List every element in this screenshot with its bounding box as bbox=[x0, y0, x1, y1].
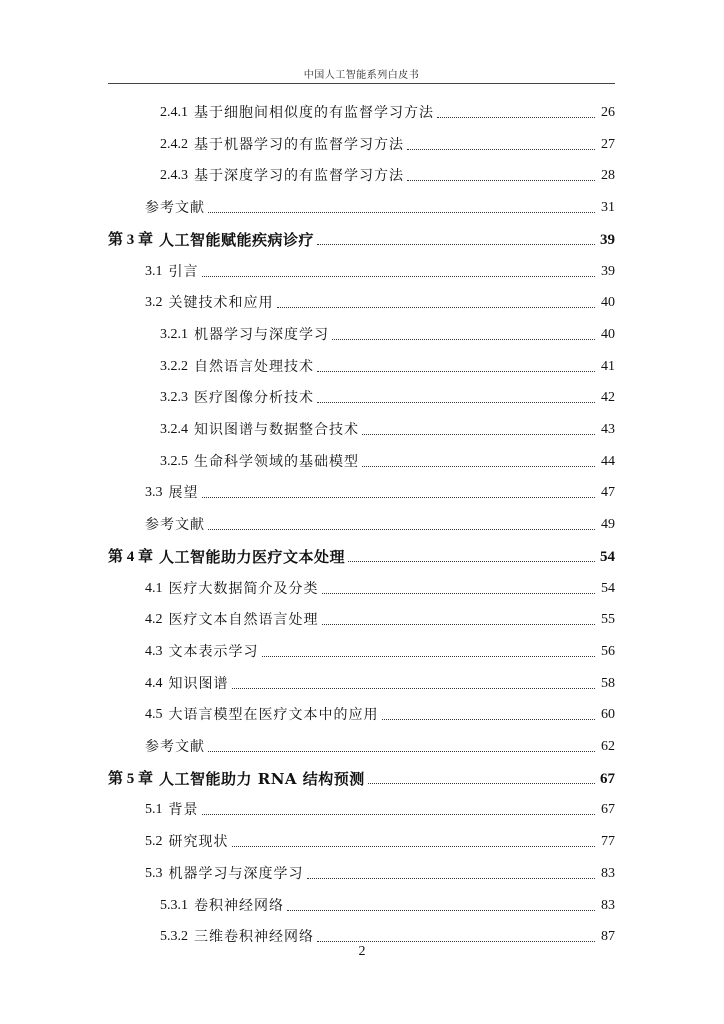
dot-leader bbox=[407, 180, 595, 181]
toc-entry-page: 49 bbox=[601, 517, 615, 533]
toc-entry[interactable] bbox=[160, 924, 615, 946]
dot-leader bbox=[277, 307, 596, 308]
dot-leader bbox=[332, 339, 595, 340]
toc-entry[interactable] bbox=[160, 132, 615, 154]
dot-leader bbox=[202, 497, 596, 498]
dot-leader bbox=[407, 149, 595, 150]
toc-entry-number: 4.1 bbox=[145, 580, 163, 596]
toc-entry[interactable] bbox=[145, 259, 615, 281]
toc-entry-number: 3.3 bbox=[145, 485, 163, 501]
dot-leader bbox=[362, 434, 595, 435]
toc-entry[interactable] bbox=[160, 893, 615, 915]
toc-entry-number: 5.1 bbox=[145, 802, 163, 818]
toc-entry-page: 54 bbox=[600, 548, 615, 565]
toc-entry-title: 引言 bbox=[168, 263, 199, 280]
toc-entry-title: 机器学习与深度学习 bbox=[168, 865, 304, 882]
dot-leader bbox=[322, 593, 596, 594]
toc-entry-page: 39 bbox=[601, 263, 615, 279]
toc-entry-title: 医疗图像分析技术 bbox=[194, 390, 314, 407]
toc-chapter-entry[interactable] bbox=[108, 227, 615, 249]
toc-entry-page: 26 bbox=[601, 105, 615, 120]
toc-entry-title: 知识图谱与数据整合技术 bbox=[194, 422, 359, 438]
running-header: 中国人工智能系列白皮书 bbox=[303, 70, 420, 81]
toc-entry-page: 87 bbox=[601, 929, 615, 945]
toc-entry-title: 基于细胞间相似度的有监督学习方法 bbox=[194, 105, 434, 121]
toc-entry-number: 第 5 章 bbox=[108, 770, 154, 787]
toc-entry[interactable] bbox=[160, 354, 615, 376]
toc-chapter-entry[interactable] bbox=[108, 544, 615, 566]
toc-entry-number: 4.2 bbox=[145, 612, 163, 628]
toc-entry[interactable] bbox=[160, 417, 615, 439]
toc-entry-title: 医疗大数据简介及分类 bbox=[168, 580, 319, 597]
header-rule bbox=[108, 83, 615, 84]
toc-entry[interactable] bbox=[145, 671, 615, 693]
toc-entry-title: 参考文献 bbox=[145, 517, 205, 534]
toc-entry-page: 56 bbox=[601, 643, 615, 659]
toc-entry-page: 60 bbox=[601, 707, 615, 723]
dot-leader bbox=[317, 941, 595, 942]
toc-entry-page: 31 bbox=[601, 200, 615, 216]
toc-entry[interactable] bbox=[160, 100, 615, 122]
toc-entry-title: 医疗文本自然语言处理 bbox=[168, 612, 319, 629]
toc-entry[interactable] bbox=[160, 322, 615, 344]
toc-entry[interactable] bbox=[145, 702, 615, 724]
toc-entry-number: 3.2.1 bbox=[160, 326, 188, 342]
toc-entry-number: 3.2.3 bbox=[160, 390, 188, 406]
dot-leader bbox=[208, 751, 595, 752]
toc-entry-page: 43 bbox=[601, 422, 615, 437]
toc-entry-page: 62 bbox=[601, 739, 615, 754]
toc-entry-title: 关键技术和应用 bbox=[168, 295, 274, 312]
dot-leader bbox=[322, 624, 596, 625]
toc-entry-number: 3.2.4 bbox=[160, 422, 188, 437]
toc-entry[interactable] bbox=[145, 861, 615, 883]
toc-entry[interactable] bbox=[145, 195, 615, 217]
toc-entry-page: 47 bbox=[601, 485, 615, 501]
toc-entry-number: 2.4.1 bbox=[160, 105, 188, 120]
dot-leader bbox=[317, 244, 595, 245]
dot-leader bbox=[317, 371, 595, 372]
toc-entry-title: 人工智能赋能疾病诊疗 bbox=[159, 230, 315, 249]
dot-leader bbox=[362, 466, 595, 467]
dot-leader bbox=[232, 846, 596, 847]
toc-entry-title: 人工智能助力医疗文本处理 bbox=[159, 547, 346, 566]
toc-entry[interactable] bbox=[145, 829, 615, 851]
toc-entry-page: 83 bbox=[601, 865, 615, 881]
toc-entry-page: 54 bbox=[601, 580, 615, 596]
toc-entry-title: 机器学习与深度学习 bbox=[194, 326, 329, 343]
dot-leader bbox=[437, 117, 595, 118]
toc-entry-title: 参考文献 bbox=[145, 739, 205, 755]
toc-entry-number: 3.2 bbox=[145, 295, 163, 311]
dot-leader bbox=[202, 276, 596, 277]
dot-leader bbox=[368, 783, 595, 784]
toc-entry-page: 67 bbox=[601, 802, 615, 818]
toc-entry-page: 41 bbox=[601, 358, 615, 374]
dot-leader bbox=[232, 688, 596, 689]
dot-leader bbox=[287, 910, 595, 911]
toc-entry-page: 28 bbox=[601, 168, 615, 184]
toc-entry-title: 卷积神经网络 bbox=[194, 897, 284, 914]
dot-leader bbox=[202, 814, 596, 815]
toc-entry-number: 2.4.2 bbox=[160, 136, 188, 152]
toc-entry[interactable] bbox=[145, 512, 615, 534]
toc-entry[interactable] bbox=[145, 639, 615, 661]
toc-entry-page: 40 bbox=[601, 326, 615, 342]
toc-entry-page: 27 bbox=[601, 136, 615, 152]
toc-entry-number: 第 4 章 bbox=[108, 548, 154, 565]
toc-entry[interactable] bbox=[160, 449, 615, 471]
toc-entry-page: 77 bbox=[601, 834, 615, 850]
dot-leader bbox=[208, 529, 595, 530]
toc-entry-title: 自然语言处理技术 bbox=[194, 358, 314, 375]
toc-entry-number: 2.4.3 bbox=[160, 168, 188, 184]
toc-entry[interactable] bbox=[160, 163, 615, 185]
toc-entry-number: 5.2 bbox=[145, 834, 163, 850]
toc-entry[interactable] bbox=[145, 734, 615, 756]
toc-entry-title: 人工智能助力 RNA 结构预测 bbox=[159, 769, 365, 788]
toc-entry-page: 55 bbox=[601, 612, 615, 628]
toc-entry-page: 44 bbox=[601, 453, 615, 469]
dot-leader bbox=[348, 561, 595, 562]
toc-entry-title: 参考文献 bbox=[145, 200, 205, 217]
toc-entry-page: 67 bbox=[600, 770, 615, 787]
toc-entry-title: 研究现状 bbox=[168, 834, 229, 851]
dot-leader bbox=[307, 878, 596, 879]
toc-entry-number: 4.4 bbox=[145, 675, 163, 691]
toc-entry-title: 基于深度学习的有监督学习方法 bbox=[194, 168, 404, 185]
toc-entry-title: 基于机器学习的有监督学习方法 bbox=[194, 136, 404, 153]
toc-entry-page: 39 bbox=[600, 231, 615, 248]
toc-entry-page: 42 bbox=[601, 390, 615, 406]
toc-entry-number: 3.1 bbox=[145, 263, 163, 279]
toc-chapter-entry[interactable] bbox=[108, 766, 615, 788]
toc-entry-number: 3.2.2 bbox=[160, 358, 188, 374]
toc-entry-page: 58 bbox=[601, 675, 615, 691]
toc-entry-number: 5.3 bbox=[145, 865, 163, 881]
dot-leader bbox=[317, 402, 595, 403]
toc-entry-number: 第 3 章 bbox=[108, 231, 154, 248]
dot-leader bbox=[262, 656, 596, 657]
toc-entry[interactable] bbox=[145, 290, 615, 312]
toc-entry[interactable] bbox=[160, 385, 615, 407]
toc-entry-number: 5.3.2 bbox=[160, 929, 188, 945]
toc-entry-number: 4.5 bbox=[145, 707, 163, 723]
toc-entry-page: 83 bbox=[601, 897, 615, 913]
toc-entry[interactable] bbox=[145, 797, 615, 819]
toc-entry-title: 知识图谱 bbox=[168, 675, 229, 692]
toc-entry-title: 文本表示学习 bbox=[168, 643, 259, 660]
toc-entry[interactable] bbox=[145, 480, 615, 502]
dot-leader bbox=[382, 719, 596, 720]
toc-entry-number: 3.2.5 bbox=[160, 453, 188, 469]
toc-entry-title: 生命科学领域的基础模型 bbox=[194, 453, 359, 470]
toc-entry-title: 展望 bbox=[168, 485, 199, 502]
toc-entry-title: 大语言模型在医疗文本中的应用 bbox=[168, 707, 379, 724]
toc-entry-title: 背景 bbox=[168, 802, 199, 819]
toc-entry-number: 4.3 bbox=[145, 643, 163, 659]
toc-entry-page: 40 bbox=[601, 295, 615, 311]
toc-entry[interactable] bbox=[145, 576, 615, 598]
dot-leader bbox=[208, 212, 595, 213]
toc-entry-title: 三维卷积神经网络 bbox=[194, 929, 314, 946]
page-number: 2 bbox=[358, 944, 366, 959]
toc-entry-number: 5.3.1 bbox=[160, 897, 188, 913]
toc-entry[interactable] bbox=[145, 607, 615, 629]
